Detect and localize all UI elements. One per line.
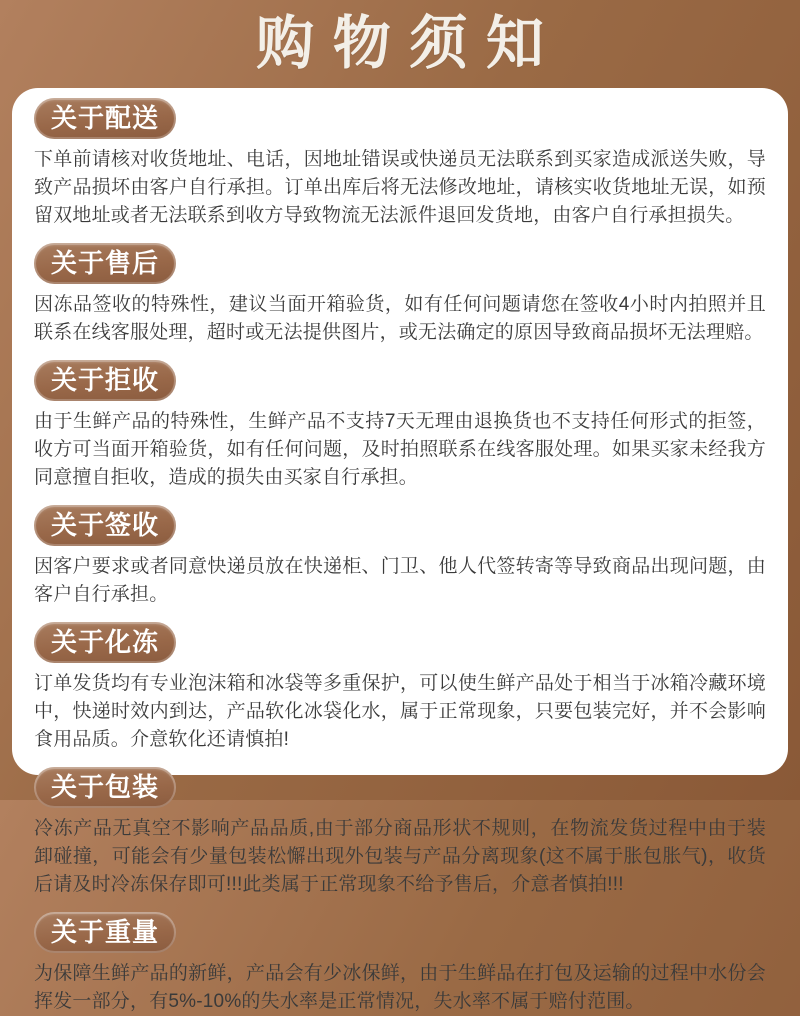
section-badge-label: 关于拒收 [51,365,160,395]
section-badge [34,505,176,546]
notice-section [34,912,766,1016]
section-body: 因客户要求或者同意快递员放在快递柜、门卫、他人代签转寄等导致商品出现问题，由客户自行承担。 [34,556,766,605]
notice-panel [12,88,788,1012]
section-body: 下单前请核对收货地址、电话，因地址错误或快递员无法联系到买家造成派送失败，导致产品损坏由客户自行承担。订单出库后将无法修改地址，请核实收货地址无误，如预留双地址或者无法联系到收方导致物流无法派件退回发货地，由客户自行承担损失。 [34,149,766,226]
section-badge [34,912,176,953]
page-header [0,0,800,88]
section-badge-label: 关于包装 [51,772,160,802]
section-badge-label: 关于配送 [51,103,160,133]
section-body: 订单发货均有专业泡沫箱和冰袋等多重保护，可以使生鲜产品处于相当于冰箱冷藏环境中，快递时效内到达，产品软化冰袋化水，属于正常现象，只要包装完好，并不会影响食用品质。介意软化还请慎拍! [34,673,766,750]
section-badge [34,622,176,663]
section-body: 为保障生鲜产品的新鲜，产品会有少冰保鲜，由于生鲜品在打包及运输的过程中水份会挥发一部分，有5%-10%的失水率是正常情况，失水率不属于赔付范围。 [34,963,766,1012]
section-badge [34,243,176,284]
section-badge-label: 关于售后 [51,248,160,278]
sections [34,98,766,1016]
section-badge [34,98,176,139]
section-badge [34,767,176,808]
page-title: 购物须知 [256,11,563,76]
notice-section [34,622,766,754]
section-badge [34,360,176,401]
section-body: 因冻品签收的特殊性，建议当面开箱验货，如有任何问题请您在签收4小时内拍照并且联系在线客服处理，超时或无法提供图片，或无法确定的原因导致商品损坏无法理赔。 [34,294,766,343]
section-badge-label: 关于签收 [51,510,160,540]
notice-section [34,98,766,230]
notice-section [34,505,766,609]
notice-section [34,767,766,899]
section-body: 由于生鲜产品的特殊性，生鲜产品不支持7天无理由退换货也不支持任何形式的拒签，收方可当面开箱验货，如有任何问题，及时拍照联系在线客服处理。如果买家未经我方同意擅自拒收，造成的损失由买家自行承担。 [34,411,766,488]
notice-section [34,360,766,492]
section-badge-label: 关于化冻 [51,627,160,657]
notice-section [34,243,766,347]
section-badge-label: 关于重量 [51,917,160,947]
section-body: 冷冻产品无真空不影响产品品质,由于部分商品形状不规则，在物流发货过程中由于装卸碰撞，可能会有少量包装松懈出现外包装与产品分离现象(这不属于胀包胀气)，收货后请及时冷冻保存即可!!!此类属于正常现象不给予售后，介意者慎拍!!! [34,818,766,895]
